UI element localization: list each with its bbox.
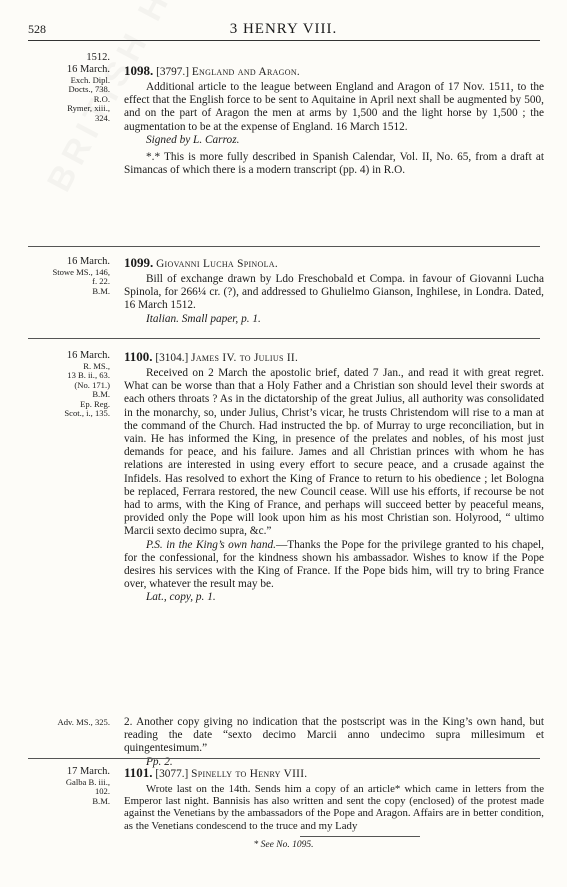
postscript-label: P.S. in the King’s own hand. — [146, 538, 276, 551]
entry-title: Spinelly to Henry VIII. — [191, 768, 308, 780]
entry-paragraph: Additional article to the league between England and Aragon of 17 Nov. 1511, to the effect that the English force to be sent to Aquitaine in April next shall be augmented by 500, and on the part of Aragon the men at arms by 1,500 and the light horse by 1,500 ; the augmentation to be at the expense of England. 16 March 1512. — [124, 81, 544, 133]
entry-date: 16 March. — [66, 350, 110, 361]
postscript — [124, 539, 544, 592]
entry-title: Giovanni Lucha Spinola. — [156, 258, 278, 270]
entry-number: 1098. — [124, 63, 154, 78]
source-ref: 324. — [94, 112, 110, 123]
source-ref: Docts., 738. — [68, 84, 110, 95]
old-number: [3077.] — [155, 768, 189, 780]
source-ref: Rymer, xiii., — [67, 103, 110, 114]
entry-separator — [28, 758, 540, 759]
entry-paragraph: Bill of exchange drawn by Ldo Freschobald et Compa. in favour of Giovanni Lucha Spinola, for 266¼ cr. (?), and addressed to Ghulielmo Gianson, Inghilese, in Londra. Dated, 16 March 1512. — [124, 273, 544, 312]
entry-heading — [124, 64, 544, 79]
old-number: [3104.] — [155, 352, 189, 364]
entry-1100-2-margin — [28, 718, 110, 727]
source-ref: Ep. Reg. — [80, 398, 110, 409]
entry-title: England and Aragon. — [191, 66, 301, 78]
entry-date: 16 March. — [66, 256, 110, 267]
entry-date: 16 March. — [66, 64, 110, 75]
entry-heading — [124, 350, 544, 365]
entry-1098 — [124, 64, 544, 177]
entry-number: 1099. — [124, 255, 154, 270]
source-ref: (No. 171.) — [74, 379, 110, 390]
source-ref: Scot., i., 135. — [64, 408, 110, 419]
source-ref: R. MS., — [83, 361, 110, 371]
source-ref: B.M. — [92, 795, 110, 806]
header-rule — [28, 40, 540, 41]
entry-paragraph: Received on 2 March the apostolic brief, dated 7 Jan., and read it with great regret. What can be worse than that a Holy Father and a Christian son should level their swords at each others throats ? As in the dictatorship of the great Julius, all authority was consolidated in the monarchy, so, under Julius, Christ’s vicar, he trusts Christendom will rise to a man at the command of the Church. Had instructed the bp. of Murray to urge reconciliation, but in vain. He has informed the King, in presence of the prelates and nobles, of his most just demands for peace, and his failure. James and all Christian princes with whom he has relations are interested in using every effort to secure peace, and a crusade against the Infidels. Has resolved to exhort the King of France to return to his obedience ; let Bologna be replaced, Ferrara restored, the new Council cease. Will use his efforts, if recourse be not had to arms, with the King of France, and perhaps will succeed better by peaceful means, provided only the Pope will look upon him as his most Christian son. Holyrood, “ ultimo Marcii sexto decimo supra, &c.” — [124, 367, 544, 538]
source-ref: 13 B. ii., 63. — [67, 370, 110, 381]
entry-title: James IV. to Julius II. — [191, 352, 299, 364]
entry-1099-margin — [28, 256, 110, 296]
footnote-rule — [300, 836, 420, 837]
entry-1100 — [124, 350, 544, 605]
source-ref: Galba B. iii., — [65, 777, 110, 787]
editor-note: *.* This is more fully described in Spanish Calendar, Vol. II, No. 65, from a draft at Simancas of which there is a modern transcript (pp. 4) in R.O. — [124, 151, 544, 177]
source-ref: f. 22. — [92, 276, 110, 287]
source-ref: Stowe MS., 146, — [52, 267, 110, 277]
footnote: * See No. 1095. — [253, 840, 314, 850]
postscript-text: —Thanks the Pope for the privilege granted to his chapel, for the confessional, for the kindness shown his ambassador. Wishes to know if the Pope desires his services with the King of France. If the Pope bids him, will try to bring France over, whatever the result may be. — [124, 538, 545, 591]
entry-heading — [124, 766, 544, 781]
entry-heading — [124, 256, 544, 271]
source-ref: B.M. — [92, 285, 110, 296]
entry-1098-margin — [28, 52, 110, 123]
entry-number: 1100. — [124, 349, 153, 364]
source-ref: Adv. MS., 325. — [57, 717, 110, 727]
source-ref: Exch. Dipl. — [70, 75, 110, 85]
entry-1100-margin — [28, 350, 110, 418]
entry-1101 — [124, 766, 544, 832]
running-title: 3 HENRY VIII. — [229, 21, 338, 37]
entry-1099 — [124, 256, 544, 326]
entry-paragraph: 2. Another copy giving no indication that the postscript was in the King’s own hand, but reading the date “sexto decimo Marcii anno undecimo supra millesimum et quingentesimum.” — [124, 716, 544, 755]
source-ref: 102. — [94, 786, 110, 797]
entry-1100-copy — [124, 716, 544, 769]
entry-description: Lat., copy, p. 1. — [146, 591, 216, 604]
old-number: [3797.] — [156, 66, 190, 78]
entry-description: Pp. 2. — [146, 755, 173, 768]
entry-separator — [28, 338, 540, 339]
source-ref: R.O. — [93, 93, 110, 104]
entry-separator — [28, 246, 540, 247]
signed-line: Signed by L. Carroz. — [146, 133, 240, 146]
entry-number: 1101. — [124, 765, 153, 780]
entry-paragraph: Wrote last on the 14th. Sends him a copy of an article* which came in letters from the Emperor last night. Bannisis has also written and sent the copy (enclosed) of the protest made against the Venetians by the ambassadors of the Pope and Aragon. Affairs are in better condition, as the Venetians condescend to the truce and my Lady — [124, 783, 544, 832]
entry-year: 1512. — [86, 52, 110, 63]
entry-date: 17 March. — [66, 766, 110, 777]
entry-1101-margin — [28, 766, 110, 806]
entry-description: Italian. Small paper, p. 1. — [146, 312, 261, 325]
source-ref: B.M. — [92, 389, 110, 400]
page-number: 528 — [28, 22, 46, 36]
